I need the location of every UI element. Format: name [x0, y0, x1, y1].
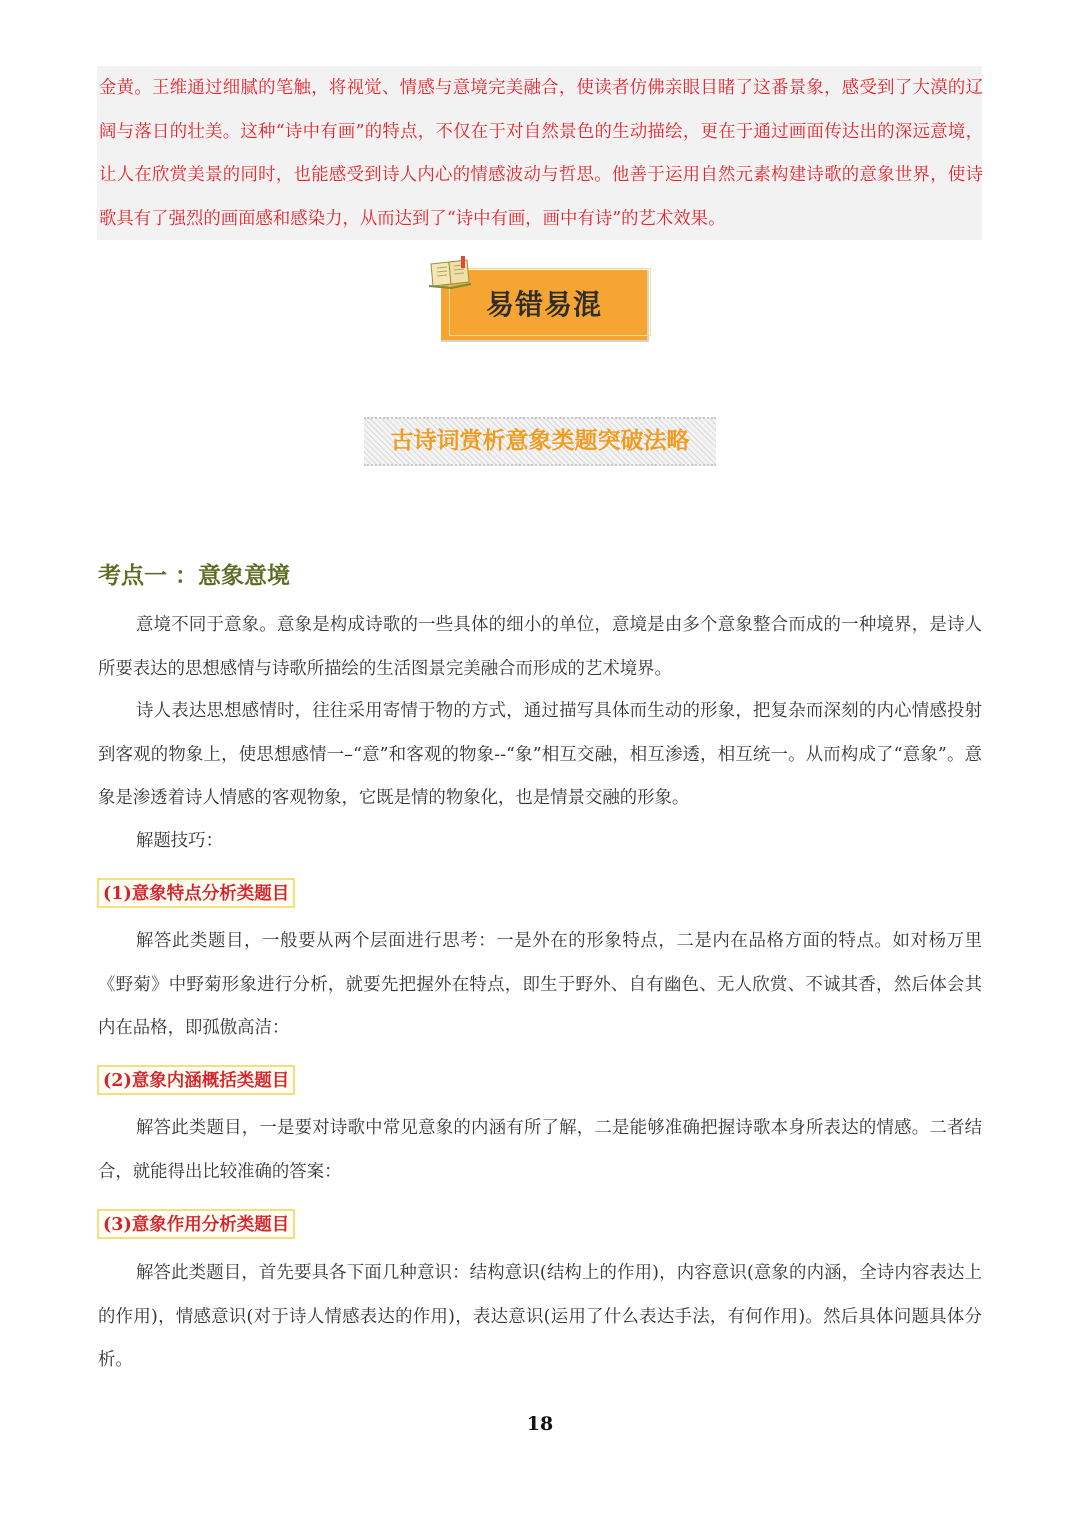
section-banner	[427, 254, 653, 344]
section-heading: 考点一 ：意象意境	[98, 563, 291, 589]
tip-tag-1: (1)意象特点分析类题目	[97, 878, 295, 908]
banner-label: 易错易混	[485, 288, 602, 321]
page-number: 18	[526, 1413, 554, 1435]
subtitle: 古诗词赏析意象类题突破法略	[390, 428, 690, 454]
paragraph-tips-label: 解题技巧：	[136, 831, 223, 851]
tip-text-3: 解答此类题目，首先要具各下面几种意识：结构意识(结构上的作用)，内容意识(意象的内涵，全诗内容表达上的作用)，情感意识(对于诗人情感表达的作用)，表达意识(运用了什么表达手法，有何作用)。然后具体问题具体分析。	[98, 1263, 982, 1370]
paragraph-explanation: 诗人表达思想感情时，往往采用寄情于物的方式，通过描写具体而生动的形象，把复杂而深刻的内心情感投射到客观的物象上，使思想感情一–“意”和客观的物象--“象”相互交融，相互渗透，相互统一。从而构成了“意象”。意象是渗透着诗人情感的客观物象，它既是情的物象化，也是情景交融的形象。	[98, 701, 982, 808]
tip-tag-3: (3)意象作用分析类题目	[97, 1209, 295, 1239]
intro-paragraph: 金黄。王维通过细腻的笔触，将视觉、情感与意境完美融合，使读者仿佛亲眼目睹了这番景象，感受到了大漠的辽阔与落日的壮美。这种“诗中有画”的特点，不仅在于对自然景色的生动描绘，更在于通过画面传达出的深远意境，让人在欣赏美景的同时，也能感受到诗人内心的情感波动与哲思。他善于运用自然元素构建诗歌的意象世界，使诗歌具有了强烈的画面感和感染力，从而达到了“诗中有画，画中有诗”的艺术效果。	[99, 78, 983, 229]
paragraph-definition: 意境不同于意象。意象是构成诗歌的一些具体的细小的单位，意境是由多个意象整合而成的一种境界，是诗人所要表达的思想感情与诗歌所描绘的生活图景完美融合而形成的艺术境界。	[98, 615, 982, 679]
tip-tag-2: (2)意象内涵概括类题目	[97, 1065, 295, 1095]
tip-text-2: 解答此类题目，一是要对诗歌中常见意象的内涵有所了解，二是能够准确把握诗歌本身所表达的情感。二者结合，就能得出比较准确的答案：	[98, 1118, 982, 1182]
tip-text-1: 解答此类题目，一般要从两个层面进行思考：一是外在的形象特点，二是内在品格方面的特点。如对杨万里《野菊》中野菊形象进行分析，就要先把握外在特点，即生于野外、自有幽色、无人欣赏、不诚其香，然后体会其内在品格，即孤傲高洁：	[98, 931, 982, 1038]
